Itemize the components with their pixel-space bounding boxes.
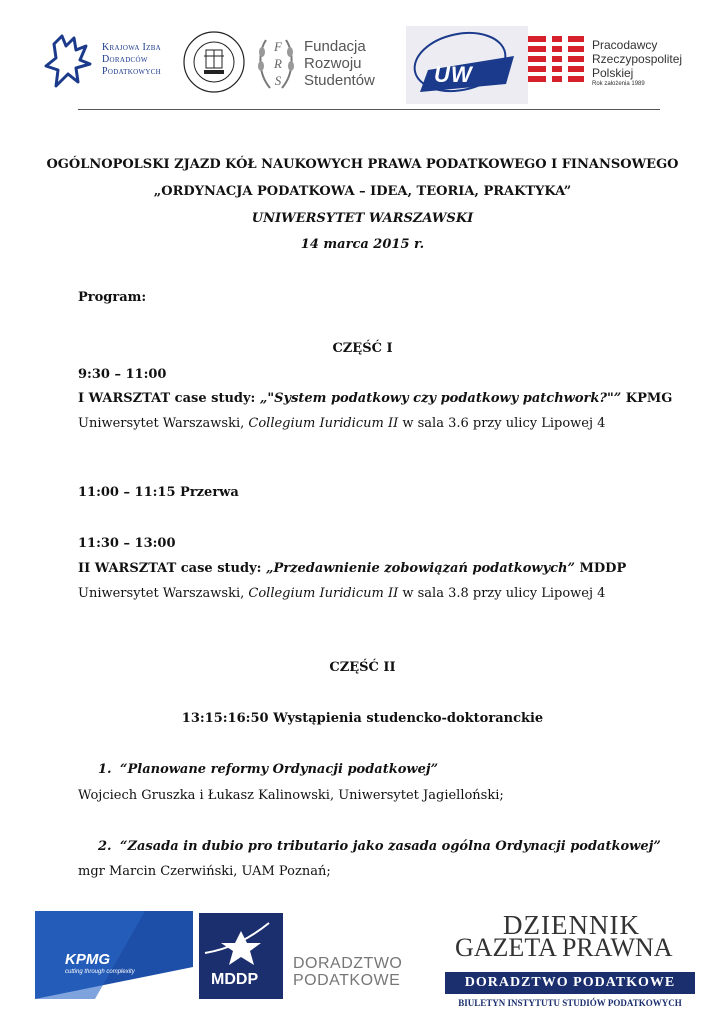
header-rule: [78, 109, 660, 110]
kidp-logo: [44, 32, 180, 94]
mddp-name: MDDP: [211, 971, 259, 988]
kidp-text: [102, 42, 182, 78]
session2-location: [78, 585, 605, 603]
kidp-line-2: Doradców: [102, 54, 148, 65]
frs-logo: [256, 36, 406, 96]
title-line-3: UNIWERSYTET WARSZAWSKI: [251, 211, 474, 226]
break-line: 11:00 – 11:15 Przerwa: [78, 485, 239, 500]
talk-1-author: Wojciech Gruszka i Łukasz Kalinowski, Uniwersytet Jagielloński;: [78, 788, 504, 803]
session2-time: 11:30 – 13:00: [78, 536, 176, 551]
talk-1-number: 1.: [98, 762, 112, 777]
frs-letters: [271, 38, 285, 89]
eagle-icon: [44, 34, 94, 90]
session2-location-prefix: Uniwersytet Warszawski,: [78, 586, 249, 601]
session1-location-suffix: w sala 3.6 przy ulicy Lipowej 4: [398, 416, 606, 431]
pracodawcy-text: [592, 38, 682, 89]
frs-text: [304, 38, 375, 89]
part1-heading: CZĘŚĆ I: [332, 341, 393, 356]
talk-2-title: [98, 838, 661, 856]
frs-line-1: Fundacja: [304, 38, 366, 55]
dgp-logo: [445, 910, 695, 1014]
session1-prefix: I WARSZTAT case study:: [78, 391, 260, 406]
kolo-uw-logo: [406, 26, 528, 104]
session2-prefix: II WARSZTAT case study:: [78, 561, 266, 576]
mddp-caption-line-1: DORADZTWO: [293, 955, 403, 972]
kpmg-tagline: cutting through complexity: [65, 969, 135, 975]
title-line-2: „ORDYNACJA PODATKOWA – IDEA, TEORIA, PRAKTYKA”: [153, 184, 572, 199]
session1-location-venue: Collegium Iuridicum II: [248, 416, 399, 431]
session2-location-suffix: w sala 3.8 przy ulicy Lipowej 4: [398, 586, 606, 601]
kidp-line-3: Podatkowych: [102, 66, 162, 77]
pracodawcy-line-1: Pracodawcy: [592, 38, 658, 52]
pracodawcy-logo: [528, 34, 683, 96]
talk-1-title: [98, 761, 438, 779]
talk-2-author: mgr Marcin Czerwiński, UAM Poznań;: [78, 864, 331, 879]
session2-title: [78, 560, 626, 578]
pracodawcy-emblem: [528, 34, 584, 90]
session2-location-venue: Collegium Iuridicum II: [248, 586, 399, 601]
session2-topic: „Przedawnienie zobowiązań podatkowych”: [265, 561, 575, 576]
session1-location: [78, 415, 605, 433]
talk-2-title-text: “Zasada in dubio pro tributario jako zasada ogólna Ordynacji podatkowej”: [120, 839, 661, 854]
kidp-line-1: Krajowa Izba: [102, 42, 162, 53]
kpmg-name: KPMG: [65, 951, 110, 968]
mddp-caption-line-2: PODATKOWE: [293, 972, 401, 989]
session1-topic: „"System podatkowy czy podatkowy patchwork?"”: [259, 391, 622, 406]
pracodawcy-line-3: Polskiej: [592, 66, 634, 80]
frs-line-3: Studentów: [304, 72, 375, 89]
header-logos: [40, 22, 683, 104]
talk-1-title-text: “Planowane reformy Ordynacji podatkowej”: [120, 762, 439, 777]
session1-title: [78, 390, 672, 408]
wpia-seal-logo: [182, 24, 246, 100]
part2-heading: CZĘŚĆ II: [329, 660, 396, 675]
mddp-caption: [293, 955, 402, 989]
session1-time: 9:30 – 11:00: [78, 367, 167, 382]
frs-letter-s: S: [274, 73, 282, 88]
mddp-logo: [199, 913, 283, 999]
dgp-sub: BIULETYN INSTYTUTU STUDIÓW PODATKOWYCH: [458, 998, 682, 1008]
dgp-band: DORADZTWO PODATKOWE: [445, 972, 695, 994]
dgp-line-1: DZIENNIK: [503, 910, 640, 940]
kpmg-background: [35, 911, 193, 999]
frs-line-2: Rozwoju: [304, 55, 362, 72]
talk-2-number: 2.: [98, 839, 112, 854]
part2-subheading: 13:15:16:50 Wystąpienia studencko-doktoranckie: [181, 711, 544, 726]
frs-letter-f: F: [274, 39, 282, 54]
frs-letter-r: R: [274, 56, 282, 71]
session2-sponsor: MDDP: [574, 561, 627, 576]
pracodawcy-line-2: Rzeczypospolitej: [592, 52, 683, 66]
dgp-line-2: GAZETA PRAWNA: [455, 933, 673, 962]
session1-sponsor: KPMG: [621, 391, 673, 406]
title-line-4: 14 marca 2015 r.: [300, 237, 425, 252]
program-label: Program:: [78, 290, 147, 305]
session1-location-prefix: Uniwersytet Warszawski,: [78, 416, 249, 431]
title-line-1: OGÓLNOPOLSKI ZJAZD KÓŁ NAUKOWYCH PRAWA PODATKOWEGO I FINANSOWEGO: [46, 157, 679, 172]
kolo-uw-letters: UW: [434, 62, 473, 87]
kpmg-logo: [35, 911, 193, 999]
pracodawcy-sub: Rok założenia 1989: [592, 81, 645, 87]
